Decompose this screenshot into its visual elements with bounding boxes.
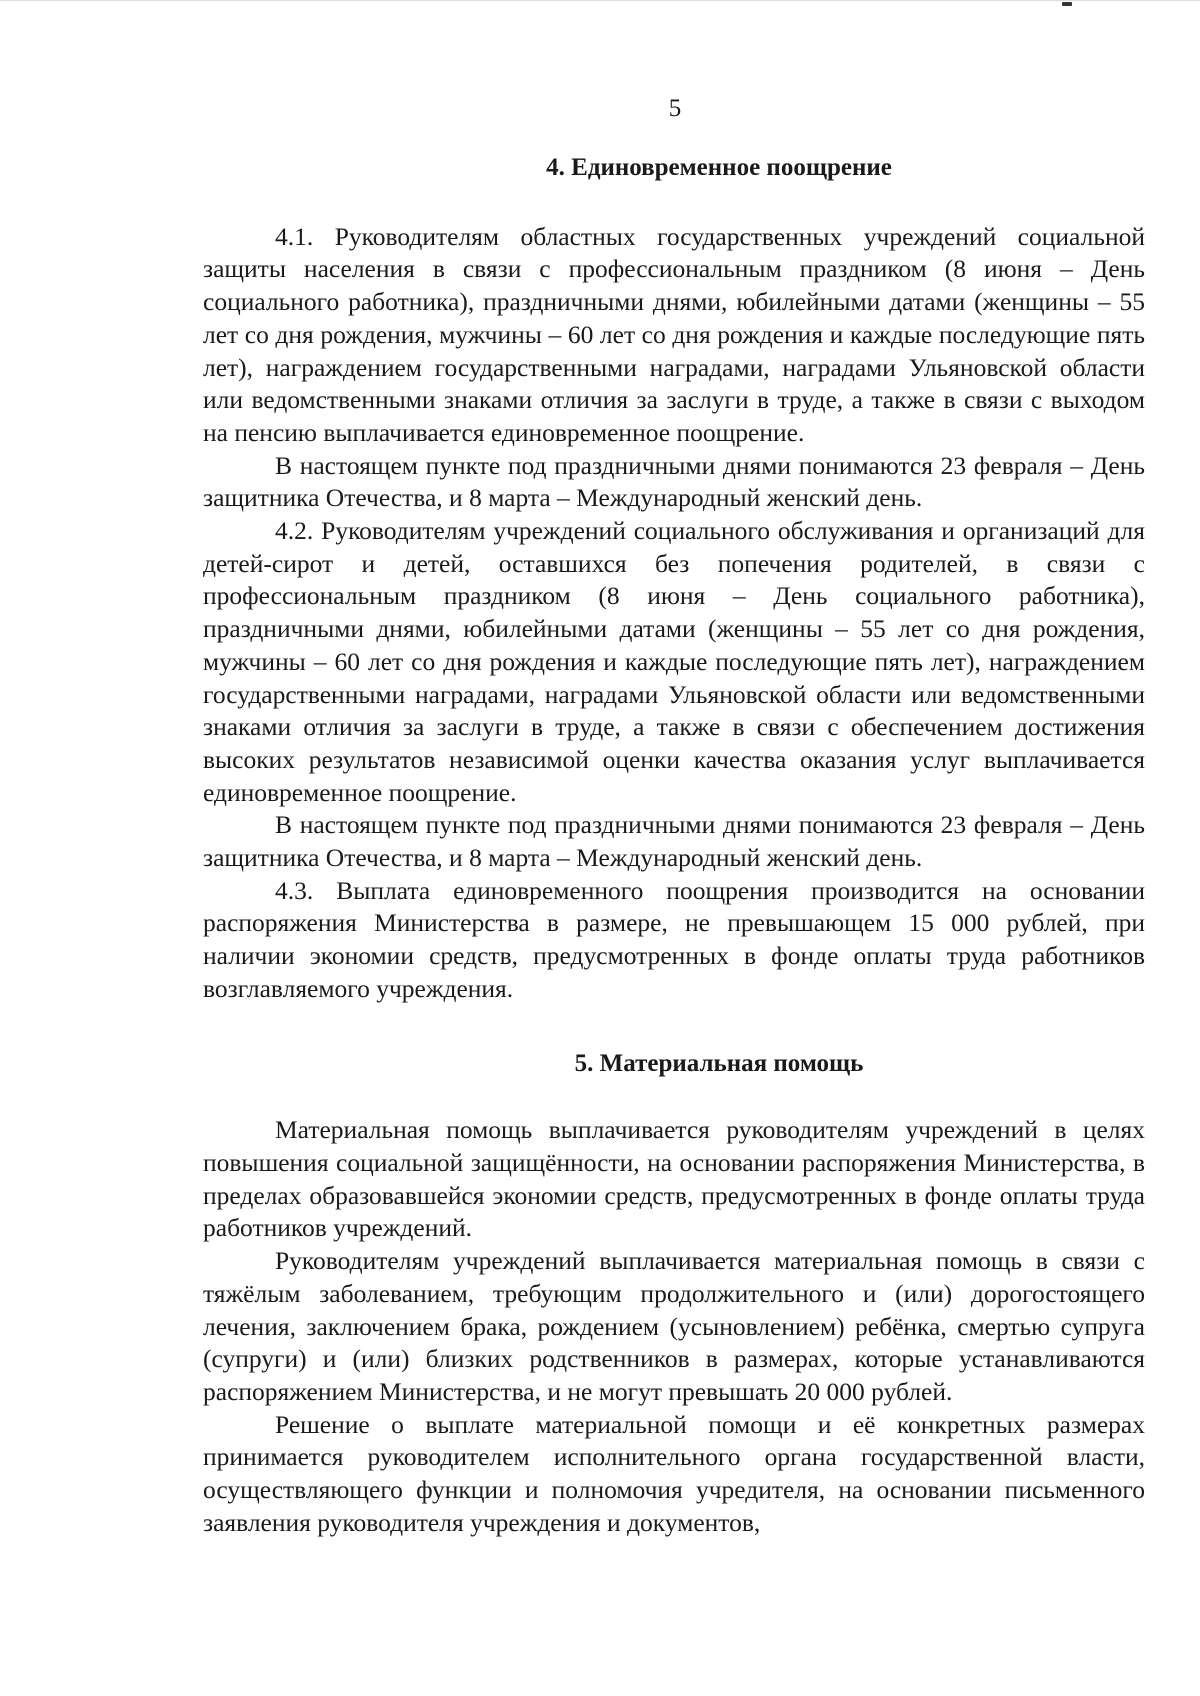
scan-mark [1062, 2, 1072, 6]
document-body [203, 152, 1145, 1539]
section-heading-4: 4. Единовременное поощрение [546, 154, 892, 181]
paragraph-4-1-holidays: В настоящем пункте под праздничными днями понимаются 23 февраля – День защитника Отечества, и 8 марта – Международный женский день. [203, 450, 1145, 513]
paragraph-4-3: 4.3. Выплата единовременного поощрения производится на основании распоряжения Министерства в размере, не превышающем 15 000 рублей, при наличии экономии средств, предусмотренных в фонде оплаты труда работников возглавляемого учреждения. [203, 875, 1145, 1003]
paragraph-4-2-holidays: В настоящем пункте под праздничными днями понимаются 23 февраля – День защитника Отечества, и 8 марта – Международный женский день. [203, 810, 1145, 873]
paragraph-4-2: 4.2. Руководителям учреждений социального обслуживания и организаций для детей-сирот и детей, оставшихся без попечения родителей, в связи с профессиональным праздником (8 июня – День социального работника), праздничными днями, юбилейными датами (женщины – 55 лет со дня рождения, мужчины – 60 лет со дня рождения и каждые последующие пять лет), награждением государственными наградами, наградами Ульяновской области или ведомственными знаками отличия за заслуги в труде, а также в связи с обеспечением достижения высоких результатов независимой оценки качества оказания услуг выплачивается единовременное поощрение. [203, 516, 1145, 807]
paragraph-4-1: 4.1. Руководителям областных государственных учреждений социальной защиты населения в связи с профессиональным праздником (8 июня – День социального работника), праздничными днями, юбилейными датами (женщины – 55 лет со дня рождения, мужчины – 60 лет со дня рождения и каждые последующие пять лет), награждением государственными наградами, наградами Ульяновской области или ведомственными знаками отличия за заслуги в труде, а также в связи с выходом на пенсию выплачивается единовременное поощрение. [203, 221, 1145, 447]
section-heading-5: 5. Материальная помощь [574, 1049, 864, 1077]
paragraph-5-3: Решение о выплате материальной помощи и её конкретных размерах принимается руководителем исполнительного органа государственной власти, осуществляющего функции и полномочия учредителя, на основании письменного заявления руководителя учреждения и документов, [203, 1409, 1145, 1537]
scan-edge [0, 0, 1200, 1]
page-number: 5 [668, 95, 682, 122]
paragraph-5-1: Материальная помощь выплачивается руководителям учреждений в целях повышения социальной защищённости, на основании распоряжения Министерства, в пределах образовавшейся экономии средств, предусмотренных в фонде оплаты труда работников учреждений. [203, 1115, 1145, 1243]
paragraph-5-2: Руководителям учреждений выплачивается материальная помощь в связи с тяжёлым заболеванием, требующим продолжительного и (или) дорогостоящего лечения, заключением брака, рождением (усыновлением) ребёнка, смертью супруга (супруги) и (или) близких родственников в размерах, которые устанавливаются распоряжением Министерства, и не могут превышать 20 000 рублей. [203, 1246, 1145, 1406]
